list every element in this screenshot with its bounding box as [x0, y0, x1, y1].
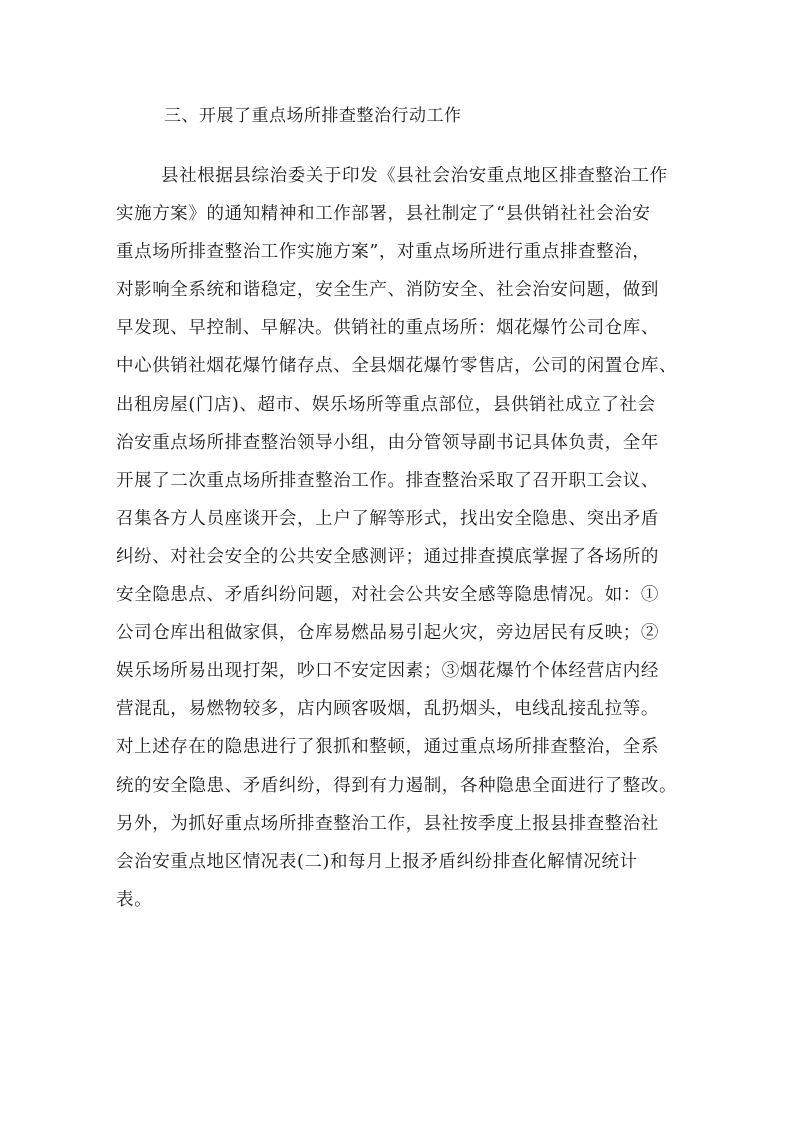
paragraph-line: 召集各方人员座谈开会，上户了解等形式，找出安全隐患、突出矛盾 [116, 508, 659, 529]
paragraph-line: 对影响全系统和谐稳定，安全生产、消防安全、社会治安问题，做到 [116, 280, 659, 301]
paragraph-line: 安全隐患点、矛盾纠纷问题，对社会公共安全感等隐患情况。如：① [116, 585, 659, 606]
body-paragraph [116, 164, 696, 926]
paragraph-line: 实施方案》的通知精神和工作部署，县社制定了“县供销社社会治安 [116, 204, 651, 225]
paragraph-line: 会治安重点地区情况表(二)和每月上报矛盾纠纷排查化解情况统计 [116, 851, 638, 872]
paragraph-line: 治安重点场所排查整治领导小组，由分管领导副书记具体负责，全年 [116, 432, 659, 453]
section-heading: 三、开展了重点场所排查整治行动工作 [164, 106, 462, 126]
paragraph-line: 开展了二次重点场所排查整治工作。排查整治采取了召开职工会议、 [116, 470, 659, 491]
paragraph-line: 县社根据县综治委关于印发《县社会治安重点地区排查整治工作 [161, 166, 668, 186]
paragraph-line: 另外，为抓好重点场所排查整治工作，县社按季度上报县排查整治社 [116, 813, 659, 834]
paragraph-line: 公司仓库出租做家俱，仓库易燃品易引起火灾，旁边居民有反映；② [116, 623, 659, 644]
paragraph-line: 对上述存在的隐患进行了狠抓和整顿，通过重点场所排查整治，全系 [116, 737, 659, 758]
paragraph-line: 出租房屋(门店)、超市、娱乐场所等重点部位，县供销社成立了社会 [116, 394, 656, 415]
paragraph-line: 纠纷、对社会安全的公共安全感测评；通过排查摸底掌握了各场所的 [116, 546, 659, 567]
paragraph-line: 早发现、早控制、早解决。供销社的重点场所：烟花爆竹公司仓库、 [116, 318, 659, 339]
paragraph-line: 重点场所排查整治工作实施方案”，对重点场所进行重点排查整治， [116, 242, 651, 263]
paragraph-line: 统的安全隐患、矛盾纠纷，得到有力遏制，各种隐患全面进行了整改。 [116, 775, 678, 796]
paragraph-line: 营混乱，易燃物较多，店内顾客吸烟，乱扔烟头，电线乱接乱拉等。 [116, 699, 659, 720]
paragraph-line: 中心供销社烟花爆竹储存点、全县烟花爆竹零售店，公司的闲置仓库、 [116, 356, 678, 377]
paragraph-line: 表。 [116, 889, 153, 910]
paragraph-line: 娱乐场所易出现打架，吵口不安定因素；③烟花爆竹个体经营店内经 [116, 661, 659, 682]
